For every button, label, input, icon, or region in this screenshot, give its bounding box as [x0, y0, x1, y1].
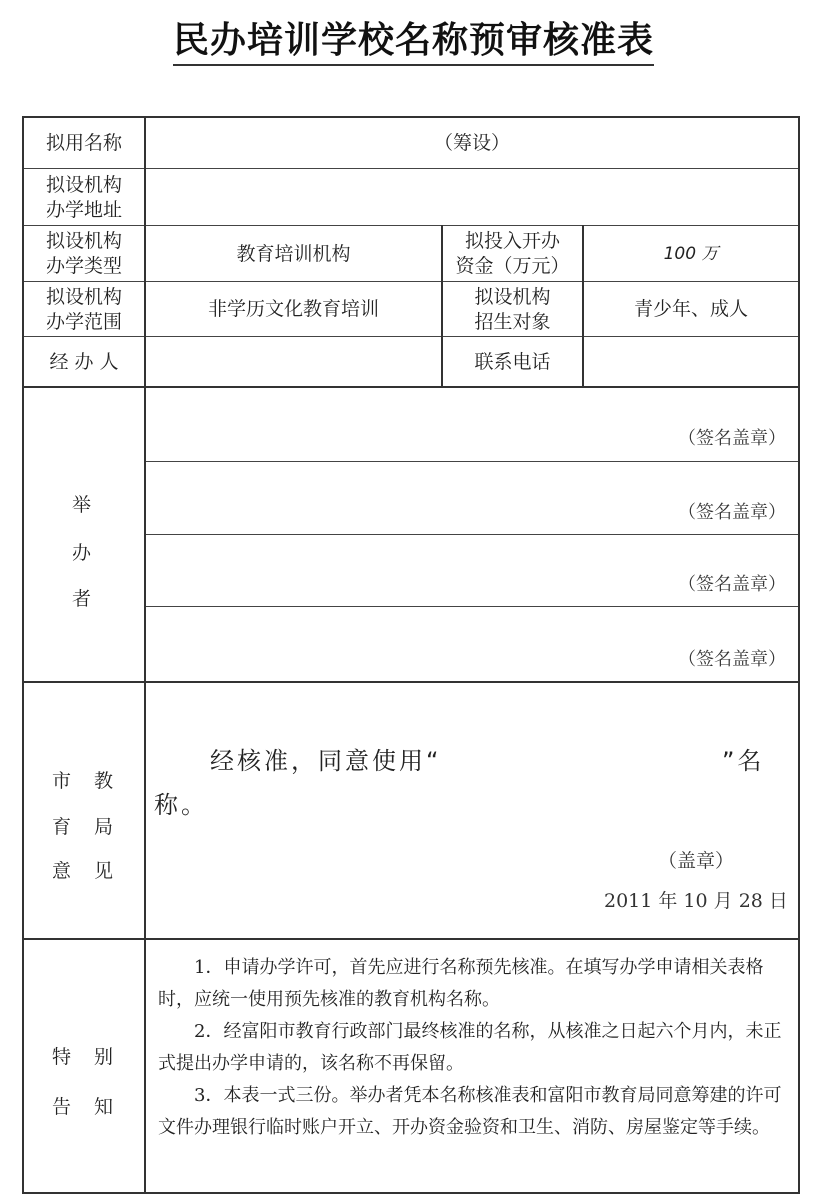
scope-label: 拟设机构 办学范围 — [45, 285, 122, 333]
type-label: 拟设机构 办学类型 — [45, 230, 122, 277]
type-field[interactable]: 教育培训机构 — [236, 242, 351, 265]
sponsor-signature-1[interactable]: （签名盖章） — [678, 428, 786, 449]
handler-label: 经 办 人 — [49, 350, 119, 373]
phone-field[interactable] — [584, 338, 798, 386]
target-field[interactable]: 青少年、成人 — [633, 298, 748, 320]
target-label: 拟设机构 招生对象 — [474, 285, 551, 333]
notice-item: 1．申请办学许可，首先应进行名称预先核准。在填写办学申请相关表格时，应统一使用预先核准的教育机构名称。 — [158, 957, 764, 1010]
opinion-text-end: ”名 — [722, 747, 765, 775]
page-title: 民办培训学校名称预审核准表 — [0, 18, 827, 66]
scope-field[interactable]: 非学历文化教育培训 — [207, 298, 379, 320]
address-field[interactable] — [146, 170, 798, 225]
opinion-text-line2: 称。 — [154, 791, 208, 819]
handler-field[interactable] — [146, 338, 441, 386]
opinion-text-start: 经核准，同意使用“ — [210, 747, 442, 775]
address-label: 拟设机构 办学地址 — [45, 173, 122, 221]
funding-field[interactable]: 100 万 — [663, 243, 719, 264]
sponsor-signature-3[interactable]: （签名盖章） — [678, 574, 786, 595]
bureau-date: 2011 年 10 月 28 日 — [604, 890, 788, 912]
phone-label: 联系电话 — [474, 350, 551, 373]
name-label: 拟用名称 — [45, 131, 122, 154]
bureau-seal: （盖章） — [658, 850, 735, 872]
notice-item: 2．经富阳市教育行政部门最终核准的名称，从核准之日起六个月内，未正式提出办学申请的，该名称不再保留。 — [158, 1021, 782, 1074]
notice-items — [158, 952, 794, 1144]
funding-label: 拟投入开办 资金（万元） — [455, 230, 570, 277]
name-field[interactable]: （筹设） — [433, 131, 510, 154]
notice-item: 3．本表一式三份。举办者凭本名称核准表和富阳市教育局同意筹建的许可文件办理银行临时账户开立、开办资金验资和卫生、消防、房屋鉴定等手续。 — [158, 1085, 782, 1138]
sponsor-signature-4[interactable]: （签名盖章） — [678, 649, 786, 670]
sponsor-signature-2[interactable]: （签名盖章） — [678, 502, 786, 523]
